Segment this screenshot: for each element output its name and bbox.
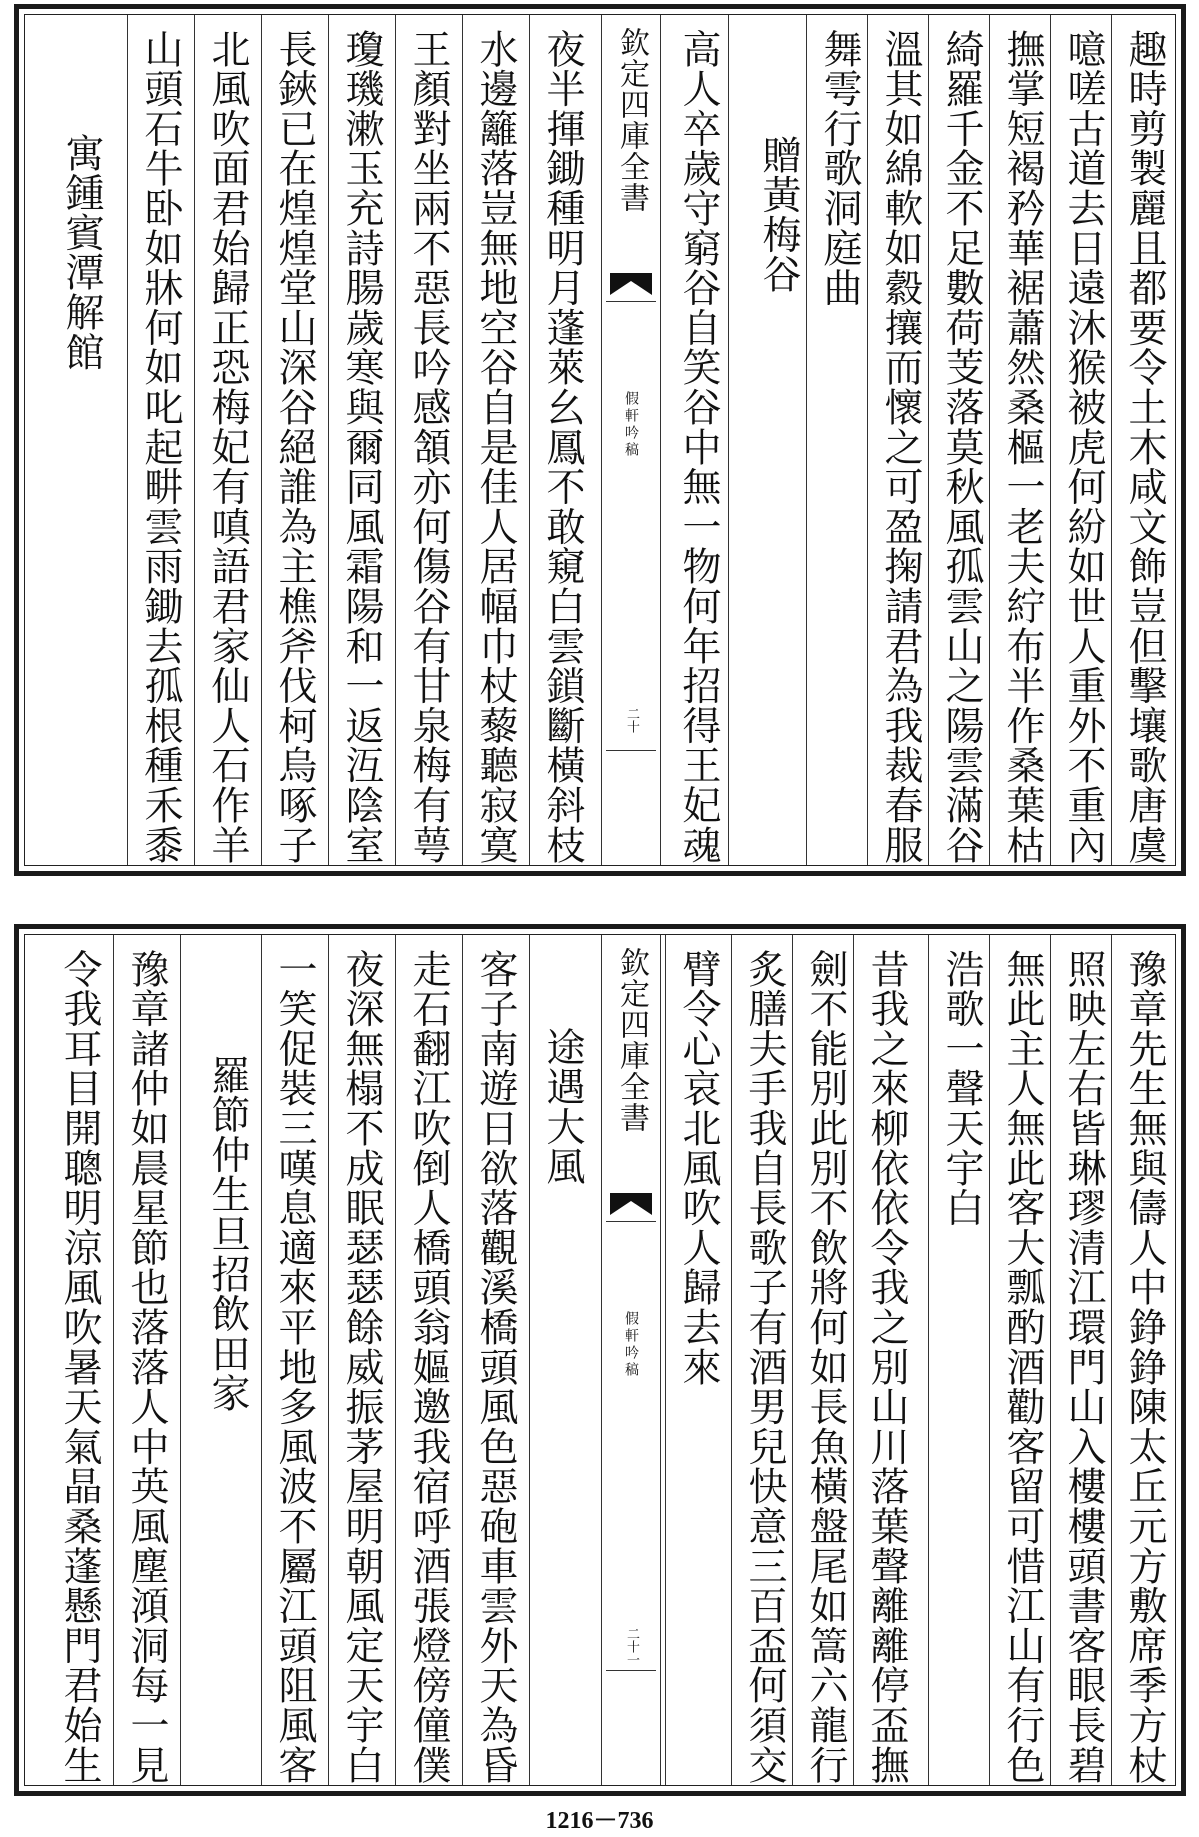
fish-tail-icon [610,1193,652,1215]
bottom-page-number: 二十一 [624,1627,639,1666]
top-center-column [601,15,661,865]
bottom-right-column-5: 昔我之來柳依依令我之別山川落葉聲離離停盃撫 [864,949,909,1785]
scan-reference-number: 1216－736 [545,1808,654,1834]
bottom-right-column-7: 炙膳夫手我自長歌子有酒男兒快意三百盃何須交 [742,949,787,1785]
top-left-column-3: 王顏對坐兩不惡長吟感頷亦何傷谷有甘泉梅有萼 [406,29,451,865]
top-center-title: 假軒吟稿 [623,391,639,459]
bottom-poem-title-2: 羅節仲生旦招飲田家 [205,1055,250,1414]
top-page-frame [24,14,1176,866]
top-right-column-6: 舞雩行歌洞庭曲 [817,29,862,308]
top-page [14,4,1186,876]
bottom-right-column-8: 臂令心哀北風吹人歸去來 [676,949,721,1387]
bottom-page-frame [24,934,1176,1786]
bottom-right-column-1: 豫章先生無與儔人中錚錚陳太丘元方敷席季方杖 [1122,949,1167,1785]
bottom-left-column-3: 走石翻江吹倒人橋頭翁嫗邀我宿呼酒張燈傍僮僕 [406,949,451,1785]
top-left-column-4: 瓊璣漱玉充詩腸歲寒與爾同風霜陽和一返沍陰室 [339,29,384,865]
top-left-column-7: 山頭石牛卧如牀何如叱起畊雲雨鋤去孤根種禾黍 [138,29,183,865]
bottom-left-column-4: 夜深無榻不成眠瑟瑟餘威振茅屋明朝風定天宇白 [339,949,384,1785]
bottom-center-header: 欽定四庫全書 [614,947,649,1133]
top-poem-title-2: 寓鍾賓潭解館 [59,133,104,372]
top-page-number: 二十 [624,707,639,733]
bottom-right-column-4: 浩歌一聲天宇白 [939,949,984,1228]
bottom-right-column-2: 照映左右皆琳璆清江環門山入樓樓頭書客眼長碧 [1061,949,1106,1785]
bottom-poem-title: 途遇大風 [540,1027,585,1187]
bottom-right-column-6: 劍不能別此別不飲將何如長魚橫盤尾如篙六龍行 [803,949,848,1785]
bottom-center-column [601,935,661,1785]
top-right-column-5: 溫其如綿軟如縠攘而懷之可盈掬請君為我裁春服 [878,29,923,865]
top-center-header: 欽定四庫全書 [614,27,649,213]
top-left-column-5: 長鋏已在煌煌堂山深谷絕誰為主樵斧伐柯烏啄子 [272,29,317,865]
bottom-center-title: 假軒吟稿 [623,1311,639,1379]
top-poem-title: 贈黃梅谷 [756,135,801,295]
bottom-left-column-8: 令我耳目開聰明涼風吹暑天氣晶桑蓬懸門君始生 [57,949,102,1785]
top-left-column-6: 北風吹面君始歸正恐梅妃有嗔語君家仙人石作羊 [205,29,250,865]
bottom-left-column-7: 豫章諸仲如晨星節也落落人中英風塵澒洞每一見 [124,949,169,1785]
top-right-column-3: 撫掌短褐矜華裾蕭然桑樞一老夫紵布半作桑葉枯 [1000,29,1045,865]
bottom-left-column-2: 客子南遊日欲落觀溪橋頭風色惡砲車雲外天為昏 [473,949,518,1785]
bottom-page [14,924,1186,1796]
top-right-column-8: 高人卒歲守窮谷自笑谷中無一物何年招得王妃魂 [676,29,721,865]
top-left-column-2: 水邊籬落豈無地空谷自是佳人居幅巾杖藜聽寂寞 [473,29,518,865]
fish-tail-icon [610,273,652,295]
top-right-column-4: 綺羅千金不足數荷芰落莫秋風孤雲山之陽雲滿谷 [939,29,984,865]
bottom-right-column-3: 無此主人無此客大瓢酌酒勸客留可惜江山有行色 [1000,949,1045,1785]
top-left-column-1: 夜半揮鋤種明月蓬萊幺鳳不敢窺白雲鎖斷橫斜枝 [540,29,585,865]
bottom-left-column-5: 一笑促裝三嘆息適來平地多風波不屬江頭阻風客 [272,949,317,1785]
top-right-column-2: 噫嗟古道去日遠沐猴被虎何紛如世人重外不重內 [1061,29,1106,865]
top-right-column-1: 趣時剪製麗且都要令土木咸文飾豈但擊壤歌唐虞 [1122,29,1167,865]
